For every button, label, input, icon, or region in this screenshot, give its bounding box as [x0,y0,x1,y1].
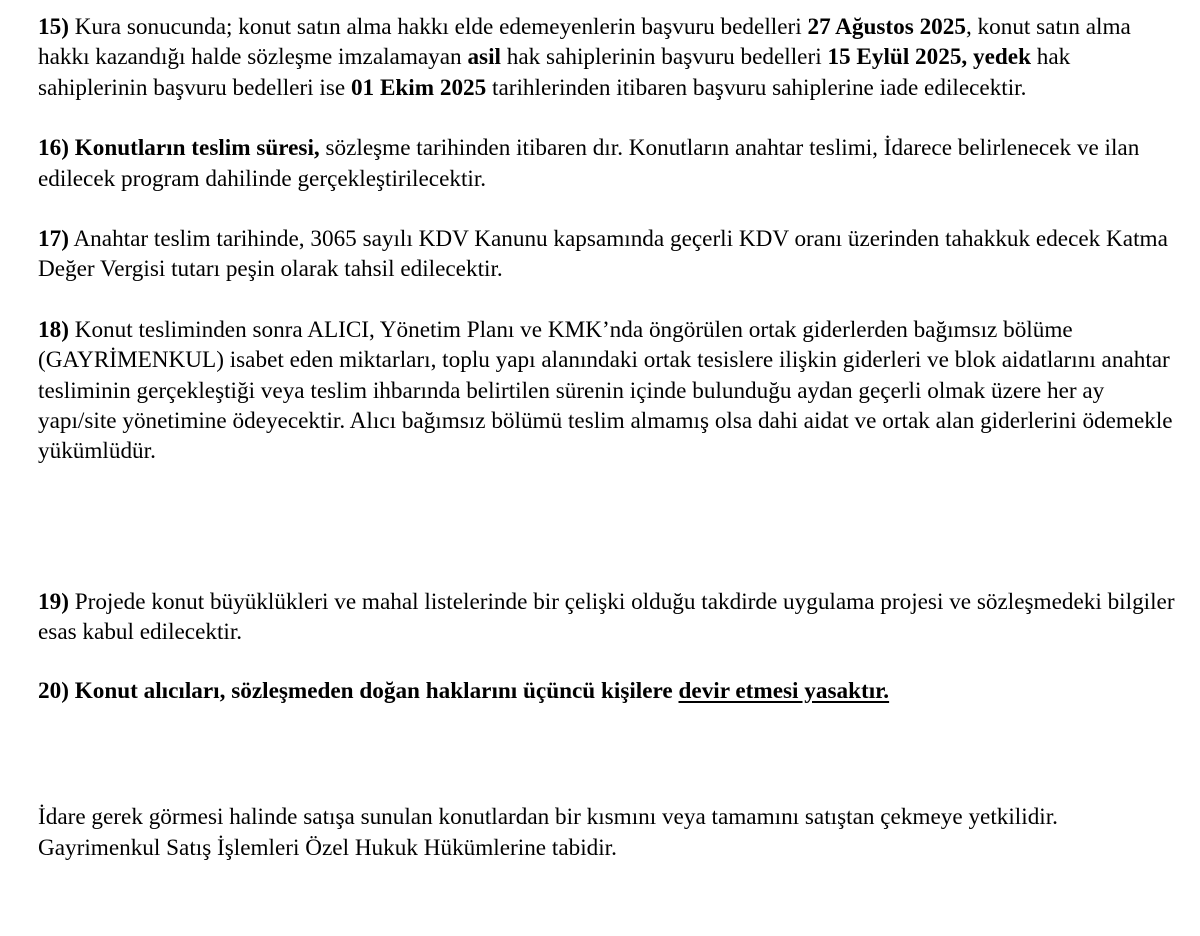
clause-18 [38,315,1178,467]
clause-18-number: 18) [38,316,69,343]
closing-statement-1: İdare gerek görmesi halinde satışa sunulan konutlardan bir kısmını veya tamamını satıştan çekmeye yetkilidir. [38,804,1058,831]
clause-15-text-1: Kura sonucunda; konut satın alma hakkı elde edemeyenlerin başvuru bedelleri [68,14,808,40]
document-page [38,12,1178,863]
clause-15-text-2: , konut satın alma hakkı kazandığı halde sözleşme imzalamayan [38,14,1131,71]
clause-17 [38,224,1178,285]
clause-20-text: 20) Konut alıcıları, sözleşmeden doğan haklarını üçüncü kişilere [38,677,679,704]
asil-label: asil [467,44,501,71]
clause-17-number: 17) [38,226,69,253]
clause-15-text-5: tarihlerinden itibaren başvuru sahiplerine iade edilecektir. [486,74,1027,101]
clause-19-text: Projede konut büyüklükleri ve mahal listelerinde bir çelişki olduğu takdirde uygulama projesi ve sözleşmedeki bilgiler esas kabul edilecektir. [38,588,1175,646]
clause-18-text: Konut tesliminden sonra ALICI, Yönetim Planı ve KMK’nda öngörülen ortak giderlerden bağımsız bölüme (GAYRİMENKUL) isabet eden miktarları, toplu yapı alanındaki ortak tesislere ilişkin giderleri ve blok aidatlarını anahtar tesliminin gerçekleştiği veya teslim ihbarında belirtilen sürenin içinde bulunduğu aydan geçerli olmak üzere her ay yapı/site yönetimine ödeyecektir. Alıcı bağımsız bölümü teslim almamış olsa dahi aidat ve ortak alan giderlerini ödemekle yükümlüdür. [38,316,1173,465]
clause-20 [38,676,1178,706]
clause-15-text-3: hak sahiplerinin başvuru bedelleri [500,44,828,71]
clause-15-text-4: hak sahiplerinin başvuru bedelleri ise [38,44,1071,101]
refund-date-asil-yedek: 15 Eylül 2025, yedek [827,44,1031,71]
clause-15 [38,12,1178,103]
clause-20-underlined: devir etmesi yasaktır. [678,677,890,704]
clause-16-heading: 16) Konutların teslim süresi, [38,135,320,162]
refund-date-rejected: 27 Ağustos 2025 [807,14,966,40]
clause-15-number: 15) [38,14,69,40]
clause-17-text: Anahtar teslim tarihinde, 3065 sayılı KDV Kanunu kapsamında geçerli KDV oranı üzerinden tahakkuk edecek Katma Değer Vergisi tutarı peşin olarak tahsil edilecektir. [38,226,1168,283]
refund-date-yedek: 01 Ekim 2025 [350,74,487,101]
clause-16 [38,133,1178,194]
closing-statement-2: Gayrimenkul Satış İşlemleri Özel Hukuk Hükümlerine tabidir. [38,834,617,861]
clause-19-number: 19) [38,588,69,615]
clause-19 [38,587,1178,648]
clause-16-text: sözleşme tarihinden itibaren dır. Konutların anahtar teslimi, İdarece belirlenecek ve ilan edilecek program dahilinde gerçekleştirilecektir. [38,135,1140,192]
